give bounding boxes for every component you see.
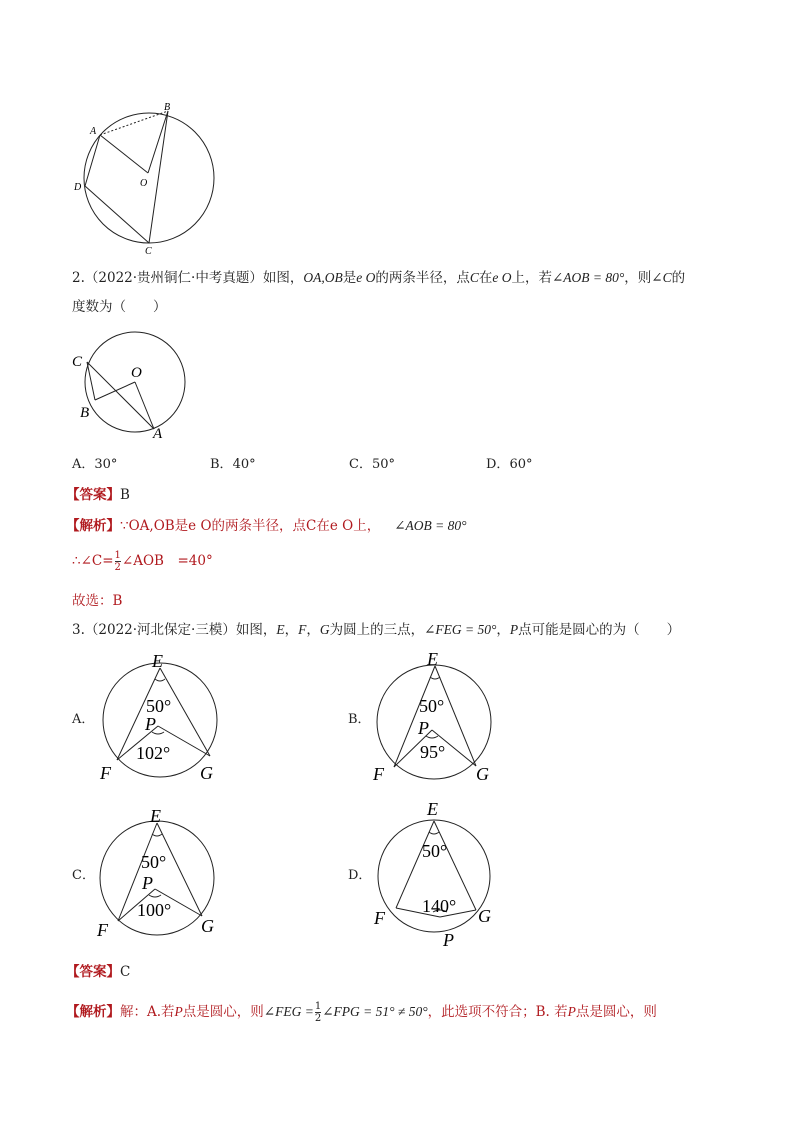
- q3-a-label-G: G: [200, 763, 213, 783]
- q2-t3: e O: [356, 270, 376, 285]
- q2-source: （2022·贵州铜仁·中考真题）如图，: [84, 270, 304, 286]
- q3-d-label-E: E: [427, 799, 438, 819]
- q3-stem: 3.（2022·河北保定·三模）如图，E，F，G为圆上的三点，∠FEG = 50°，P点可能是圆心的为（ ）: [72, 622, 681, 638]
- q2-option-d-letter: D．: [486, 457, 510, 472]
- label-A: A: [90, 126, 97, 137]
- q3-analysis-eq1: ∠FEG =: [263, 1004, 314, 1019]
- q2-option-a-value: 30°: [94, 457, 118, 472]
- q2-t2: 是: [342, 270, 357, 286]
- q3-b-top-angle: 50°: [419, 696, 445, 716]
- q2-analysis-tag: 【解析】: [66, 518, 120, 534]
- q3-g: G: [319, 622, 330, 637]
- q2-analysis-angle: ∠AOB = 80°: [394, 518, 467, 533]
- q3-d-label-F: F: [374, 908, 385, 928]
- q2-option-d-value: 60°: [509, 457, 533, 472]
- q2-option-a-letter: A．: [72, 457, 95, 472]
- q3-c-p-angle: 100°: [137, 900, 172, 920]
- q3-f: F: [298, 622, 307, 637]
- q2-option-c[interactable]: [349, 455, 395, 475]
- q3-tail2: 点可能是圆心的为（ ）: [518, 622, 681, 638]
- q2-t5: C: [469, 270, 479, 285]
- q2-t11: ∠C: [651, 270, 672, 285]
- q2-option-c-value: 50°: [371, 457, 395, 472]
- q3-analysis-b: 点是圆心，则: [182, 1004, 264, 1020]
- q2-answer-tag: 【答案】: [66, 487, 120, 503]
- q3-analysis-tag: 【解析】: [66, 1004, 120, 1020]
- q2-t1: OA,OB: [303, 270, 343, 285]
- q3-c-label-E: E: [150, 806, 161, 826]
- q3-c-label-G: G: [201, 916, 214, 936]
- q3-answer-value: C: [120, 964, 131, 980]
- q3-number: 3.: [72, 622, 85, 638]
- q2-option-a[interactable]: [72, 455, 117, 475]
- q2-analysis-suffix: ∠AOB =40°: [121, 553, 213, 569]
- circle-figure-top: [68, 100, 238, 260]
- q3-b-label-P: P: [418, 718, 429, 738]
- q3-frac-num: 1: [314, 1001, 322, 1012]
- q2-number: 2.: [72, 270, 85, 286]
- q2-option-b[interactable]: [210, 455, 256, 475]
- label-B: B: [164, 102, 171, 113]
- q3-b-label-G: G: [476, 764, 489, 784]
- label-C: C: [145, 246, 152, 257]
- q2-t8: 上，若: [511, 270, 552, 286]
- q3-option-d-letter[interactable]: D．: [348, 868, 372, 883]
- q3-analysis-c: ，此选项不符合；B. 若: [427, 1004, 568, 1020]
- q2-t6: 在: [478, 270, 493, 286]
- q3-c-label-P: P: [142, 873, 153, 893]
- q3-fraction: [315, 1001, 321, 1024]
- q3-b-p-angle: 95°: [420, 742, 446, 762]
- q2-conclusion: 故选：B: [72, 593, 123, 609]
- q2-stem-line1: [72, 268, 685, 288]
- q2-option-d[interactable]: [486, 455, 532, 475]
- q2-option-b-value: 40°: [232, 457, 256, 472]
- q3-analysis-a: 解：A.若: [120, 1004, 175, 1020]
- q3-c-label-F: F: [97, 920, 108, 940]
- q3-frac-den: 2: [314, 1013, 322, 1024]
- q3-mid: 为圆上的三点，: [329, 622, 425, 638]
- q3-b-label-F: F: [373, 764, 384, 784]
- q3-option-d-figure[interactable]: [368, 796, 503, 956]
- q3-option-c-figure[interactable]: [95, 800, 230, 940]
- q2-analysis-text1: ∵OA,OB是e O的两条半径，点C在e O上，: [120, 518, 381, 534]
- q3-option-c-letter[interactable]: C．: [72, 868, 95, 883]
- q3-a-top-angle: 50°: [146, 696, 172, 716]
- q2-analysis-line2: [72, 550, 213, 573]
- q3-analysis-p2: P: [567, 1004, 576, 1019]
- q2-answer-value: B: [120, 487, 130, 503]
- q3-a-p-angle: 102°: [136, 743, 171, 763]
- q3-d-label-G: G: [478, 906, 491, 926]
- q3-c-top-angle: 50°: [141, 852, 167, 872]
- q2-t7: e O: [492, 270, 512, 285]
- q2-t9: ∠AOB = 80°: [551, 270, 625, 285]
- q3-option-b-figure[interactable]: [368, 646, 503, 786]
- q2-t10: ，则: [624, 270, 652, 286]
- q2-analysis-prefix: ∴∠C=: [72, 553, 114, 569]
- q3-d-top-angle: 50°: [422, 841, 448, 861]
- q3-answer-tag: 【答案】: [66, 964, 120, 980]
- q3-option-b-letter[interactable]: B．: [348, 712, 371, 727]
- q3-b-label-E: E: [427, 649, 438, 669]
- q3-d-label-P: P: [443, 930, 454, 950]
- q2-label-O: O: [131, 365, 142, 381]
- label-O: O: [140, 178, 148, 189]
- q2-t4: 的两条半径，点: [375, 270, 470, 286]
- q2-frac-den: 2: [114, 562, 121, 573]
- q3-p: P: [509, 622, 519, 637]
- q3-analysis-eq2: ∠FPG = 51° ≠ 50°: [322, 1004, 428, 1019]
- q3-e: E: [276, 622, 285, 637]
- q2-circle-figure: [70, 325, 200, 440]
- q3-a-label-F: F: [100, 763, 111, 783]
- q3-source: （2022·河北保定·三模）如图，: [84, 622, 277, 638]
- q2-frac-num: 1: [114, 550, 121, 561]
- q2-t12: 的: [671, 270, 686, 286]
- q3-a-label-E: E: [152, 651, 163, 671]
- q2-label-A: A: [153, 426, 163, 440]
- q3-a-label-P: P: [145, 714, 156, 734]
- q3-tail: ，: [496, 622, 510, 638]
- q3-option-a-figure[interactable]: [95, 648, 230, 788]
- q3-angle: ∠FEG = 50°: [424, 622, 497, 637]
- q2-stem-line2: 度数为（ ）: [72, 299, 167, 315]
- q3-option-a-letter[interactable]: A．: [72, 712, 95, 727]
- q2-analysis-line1: [66, 516, 467, 536]
- q3-answer: [66, 962, 130, 982]
- q3-analysis: [66, 1001, 657, 1024]
- q3-analysis-p: P: [174, 1004, 183, 1019]
- q2-fraction: [115, 550, 121, 573]
- q2-option-c-letter: C．: [349, 457, 372, 472]
- label-D: D: [74, 182, 82, 193]
- q3-d-p-angle: 140°: [422, 896, 457, 916]
- q2-label-B: B: [80, 405, 90, 421]
- q2-answer: [66, 485, 130, 505]
- q3-analysis-d: 点是圆心，则: [575, 1004, 657, 1020]
- q2-label-C: C: [72, 354, 83, 370]
- q2-option-b-letter: B．: [210, 457, 233, 472]
